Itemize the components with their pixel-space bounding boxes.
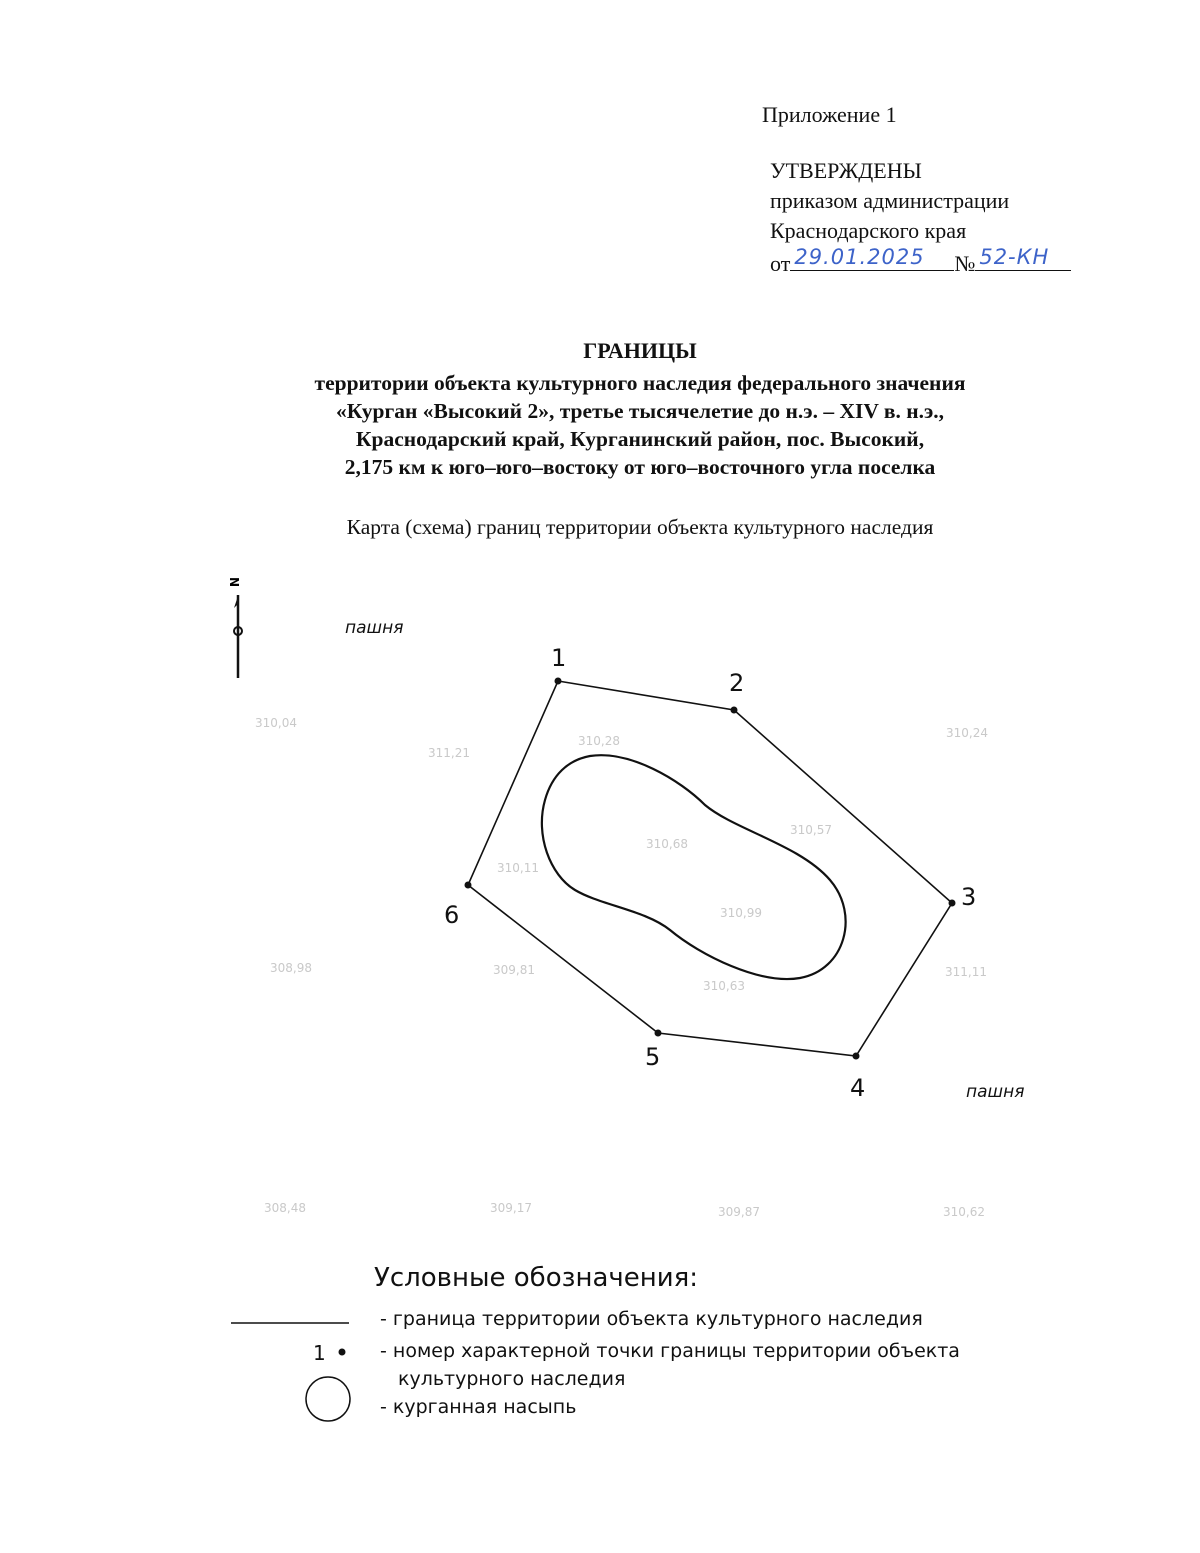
title-line-1: территории объекта культурного наследия федерального значения: [314, 371, 966, 395]
approved-by-line: приказом администрации: [770, 188, 1010, 213]
north-label: N: [227, 577, 241, 588]
elevation-mark: 311,21: [428, 746, 470, 760]
vertex-marker: [949, 900, 956, 907]
legend-title: Условные обозначения:: [374, 1263, 699, 1293]
vertex-label: 4: [850, 1074, 866, 1102]
approval-block: [762, 100, 1071, 279]
elevation-mark: 310,28: [578, 734, 620, 748]
legend-item-point-line2: культурного наследия: [398, 1368, 626, 1390]
burial-mound-outline: [542, 755, 846, 979]
date-handwritten: 29.01.2025: [794, 245, 925, 269]
vertex-label: 1: [551, 644, 567, 672]
legend-point-icon: [339, 1349, 346, 1356]
legend-item-point-line1: - номер характерной точки границы территории объекта: [380, 1340, 960, 1362]
vertex-label: 5: [645, 1043, 661, 1071]
elevation-marks: [255, 716, 988, 1219]
title-line-2: «Курган «Высокий 2», третье тысячелетие до н.э. – XIV в. н.э.,: [335, 399, 945, 423]
elevation-mark: 310,11: [497, 861, 539, 875]
appendix-label: Приложение 1: [762, 102, 897, 127]
elevation-mark: 309,17: [490, 1201, 532, 1215]
elevation-mark: 311,11: [945, 965, 987, 979]
elevation-mark: 308,98: [270, 961, 312, 975]
vertex-marker: [655, 1030, 662, 1037]
date-field: [790, 246, 954, 271]
elevation-mark: 310,57: [790, 823, 832, 837]
document-title: [100, 337, 1180, 481]
territory-boundary: [468, 681, 952, 1056]
vertex-label: 3: [961, 883, 977, 911]
north-arrow-icon: [227, 577, 242, 678]
number-field: [975, 246, 1071, 271]
elevation-mark: 310,99: [720, 906, 762, 920]
elevation-mark: 309,81: [493, 963, 535, 977]
vertex-label: 6: [444, 901, 460, 929]
elevation-mark: 310,62: [943, 1205, 985, 1219]
title-line-3: Краснодарский край, Курганинский район, пос. Высокий,: [355, 427, 925, 451]
approval-date-line: [770, 246, 1071, 279]
elevation-mark: 310,04: [255, 716, 297, 730]
elevation-mark: 310,24: [946, 726, 988, 740]
elevation-mark: 310,63: [703, 979, 745, 993]
elevation-mark: 310,68: [646, 837, 688, 851]
vertex-marker: [555, 678, 562, 685]
boundary-map: [0, 560, 1200, 1219]
number-handwritten: 52-КН: [979, 245, 1050, 269]
approved-heading: УТВЕРЖДЕНЫ: [770, 158, 922, 183]
vertex-label: 2: [729, 669, 745, 697]
elevation-mark: 309,87: [718, 1205, 760, 1219]
elevation-mark: 308,48: [264, 1201, 306, 1215]
vertex-marker: [465, 882, 472, 889]
title-main: ГРАНИЦЫ: [583, 338, 697, 363]
approved-region-line: Краснодарского края: [770, 218, 967, 243]
legend-item-mound: - курганная насыпь: [380, 1396, 577, 1418]
map-subtitle: Карта (схема) границ территории объекта культурного наследия: [346, 515, 934, 539]
date-prefix: от: [770, 251, 791, 276]
title-line-4: 2,175 км к юго–юго–востоку от юго–восточного угла поселка: [344, 455, 936, 479]
legend-mound-icon: [306, 1377, 350, 1421]
land-label-bottom: пашня: [966, 1082, 1025, 1102]
land-label-top: пашня: [345, 618, 404, 638]
number-prefix: №: [954, 251, 976, 276]
legend-symbols: [225, 1305, 365, 1425]
legend-point-number: 1: [313, 1341, 326, 1365]
legend-item-boundary: - граница территории объекта культурного наследия: [380, 1308, 923, 1330]
vertex-marker: [731, 707, 738, 714]
vertex-marker: [853, 1053, 860, 1060]
